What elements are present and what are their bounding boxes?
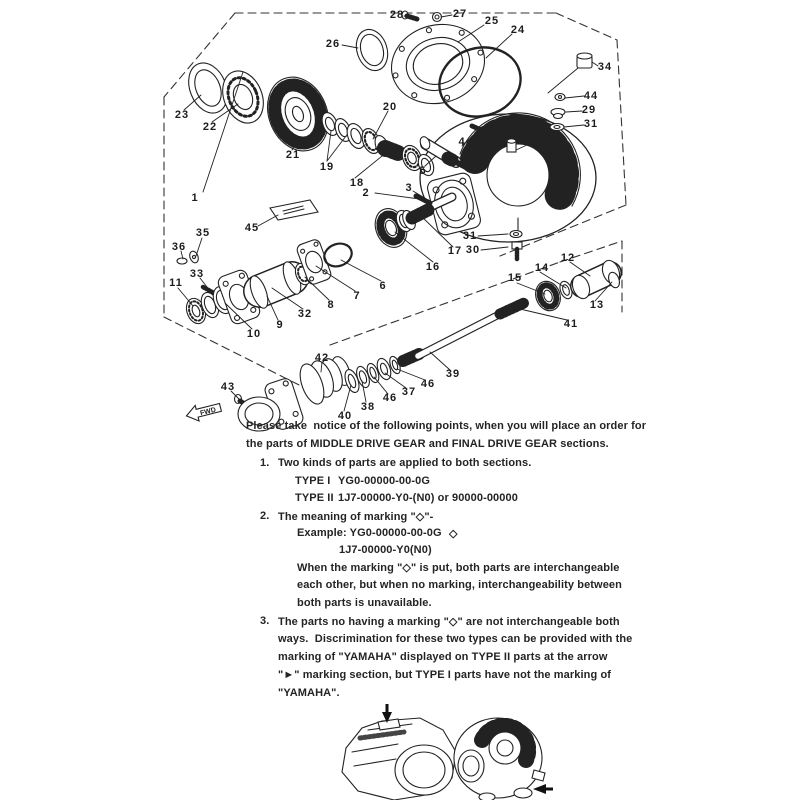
note-text-line: ◇ [449,528,458,540]
note-text-line: The parts no having a marking "◇" are not interchangeable both [278,616,620,628]
part-number-label: 22 [202,121,218,133]
part-number-label: 8 [327,299,335,311]
part-number-label: 30 [465,244,481,256]
assembled-final-drive-view [454,718,553,800]
part-number-label: 21 [285,149,301,161]
note-text-line: 1. [260,457,270,469]
part-number-label: 34 [597,61,613,73]
part-number-label: 26 [325,38,341,50]
note-text-line: ways. Discrimination for these two types can be provided with the [278,633,633,645]
note-text-line: "►" marking section, but TYPE I parts have not the marking of [278,669,612,681]
fwd-arrow [185,400,223,424]
note-text-line: "YAMAHA". [278,687,340,699]
part-number-label: 18 [349,177,365,189]
note-text-line: each other, but when no marking, interchangeability between [297,579,622,591]
part-number-label: 28 [389,9,405,21]
part-number-label: 33 [189,268,205,280]
part-number-label: 1 [191,192,199,204]
part-number-label: 27 [452,8,468,20]
part-number-label: 40 [337,410,353,422]
part-number-label: 36 [171,241,187,253]
part-number-label: 6 [379,280,387,292]
part-number-label: 24 [510,24,526,36]
part-number-label: 15 [507,272,523,284]
note-text-line: TYPE I [295,475,331,487]
part-number-label: 23 [174,109,190,121]
housing-washer-and-bolt [510,231,522,260]
note-text-line: marking of "YAMAHA" displayed on TYPE II parts at the arrow [278,651,608,663]
shim-plate-45 [270,200,318,220]
part-number-label: 32 [297,308,313,320]
note-text-line: Example: YG0-00000-00-0G [297,527,442,539]
note-text-line: Please take notice of the following points, when you will place an order for [246,420,647,432]
part-number-label: 10 [246,328,262,340]
note-text-line: 1J7-00000-Y0-(N0) or 90000-00000 [338,492,518,504]
part-number-label: 16 [425,261,441,273]
part-number-label: 4 [458,136,466,148]
part-number-label: 43 [220,381,236,393]
part-number-label: 25 [484,15,500,27]
part-number-label: 35 [195,227,211,239]
note-text-line: 2. [260,510,270,522]
final-drive-housing [420,113,599,242]
part-number-label: 5 [419,165,427,177]
assembled-middle-drive-view [342,704,456,800]
part-number-label: 14 [534,262,550,274]
part-number-label: 20 [382,101,398,113]
part-number-label: 46 [382,392,398,404]
note-text-line: Two kinds of parts are applied to both sections. [278,457,532,469]
part-number-label: 3 [405,182,413,194]
part-number-label: 41 [563,318,579,330]
part-number-label: 17 [447,245,463,257]
part-number-label: 44 [583,90,599,102]
part-number-label: 12 [560,252,576,264]
part-number-label: 2 [362,187,370,199]
part-number-label: 9 [276,319,284,331]
note-text-line: both parts is unavailable. [297,597,432,609]
part-number-label: 38 [360,401,376,413]
note-text-line: 3. [260,615,270,627]
part-number-label: 31 [462,230,478,242]
arrow-marking-icon [533,784,553,794]
note-text-line: the parts of MIDDLE DRIVE GEAR and FINAL DRIVE GEAR sections. [246,438,609,450]
coupling-boot-42 [295,354,353,407]
part-number-label: 29 [581,104,597,116]
part-number-label: 13 [589,299,605,311]
part-number-label: 11 [169,277,183,289]
note-text-line: When the marking "◇" is put, both parts are interchangeable [297,562,620,574]
note-text-line: TYPE II [295,492,334,504]
bearing-cover-cluster [351,11,528,125]
part-number-label: 39 [445,368,461,380]
part-number-label: 7 [353,290,361,302]
part-number-label: 37 [401,386,417,398]
part-number-label: 19 [319,161,335,173]
part-number-label: 45 [244,222,260,234]
note-text-line: The meaning of marking "◇"- [278,511,434,523]
part-number-label: 42 [314,352,330,364]
note-text-line: 1J7-00000-Y0(N0) [339,544,432,556]
note-text-line: YG0-00000-00-0G [338,475,430,487]
part-number-label: 31 [583,118,599,130]
part-number-label: 46 [420,378,436,390]
fwd-arrow-label: FWD [199,406,217,418]
